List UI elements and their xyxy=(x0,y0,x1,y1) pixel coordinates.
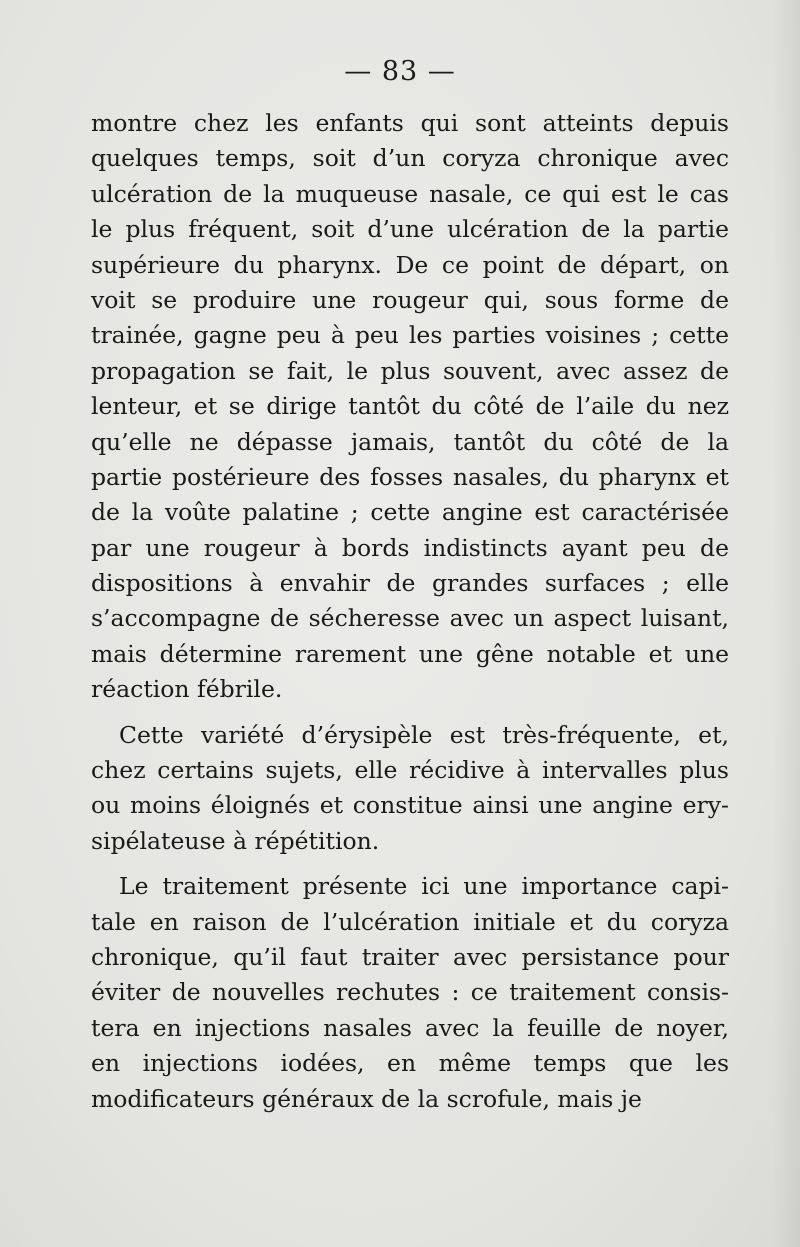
text-line: chez certains sujets, elle récidive à intervalles plus xyxy=(91,756,729,785)
text-line: par une rougeur à bords indistincts ayant peu de xyxy=(91,533,729,562)
text-line: ulcération de la muqueuse nasale, ce qui est le cas xyxy=(91,179,729,208)
text-line: qu’elle ne dépasse jamais, tantôt du côté de la xyxy=(91,427,729,456)
text-line: mais détermine rarement une gêne notable et une xyxy=(91,639,729,668)
text-line: tale en raison de l’ulcération initiale et du coryza xyxy=(91,907,729,936)
text-line: modificateurs généraux de la scrofule, mais je xyxy=(91,1084,642,1113)
text-line: réaction fébrile. xyxy=(91,675,283,704)
paragraph xyxy=(91,869,729,1117)
text-line: dispositions à envahir de grandes surfaces ; elle xyxy=(91,569,729,598)
text-line: sipélateuse à répétition. xyxy=(91,826,380,855)
text-line: montre chez les enfants qui sont atteints depuis xyxy=(91,109,729,137)
text-line: Le traitement présente ici une importance capi- xyxy=(119,872,729,901)
paragraph xyxy=(91,718,729,860)
text-line: chronique, qu’il faut traiter avec persistance pour xyxy=(91,942,729,971)
text-line: tera en injections nasales avec la feuille de noyer, xyxy=(91,1013,729,1042)
text-line: Cette variété d’érysipèle est très-fréquente, et, xyxy=(119,720,729,749)
text-line: supérieure du pharynx. De ce point de départ, on xyxy=(91,250,729,279)
text-line: le plus fréquent, soit d’une ulcération de la partie xyxy=(91,215,729,244)
paragraph xyxy=(91,106,729,708)
page-number: — 83 — xyxy=(344,56,456,87)
paragraph-gap xyxy=(91,708,729,718)
body-text xyxy=(91,106,729,1117)
text-line: propagation se fait, le plus souvent, avec assez de xyxy=(91,356,729,385)
text-line: s’accompagne de sécheresse avec un aspect luisant, xyxy=(91,604,729,633)
text-line: en injections iodées, en même temps que les xyxy=(91,1049,729,1078)
text-line: lenteur, et se dirige tantôt du côté de l’aile du nez xyxy=(91,392,729,421)
text-line: de la voûte palatine ; cette angine est caractérisée xyxy=(91,498,729,527)
text-line: quelques temps, soit d’un coryza chronique avec xyxy=(91,144,729,173)
text-line: ou moins éloignés et constitue ainsi une angine ery- xyxy=(91,791,729,820)
page-edge-shadow xyxy=(772,0,800,1247)
text-line: éviter de nouvelles rechutes : ce traitement consis- xyxy=(91,978,729,1007)
text-line: trainée, gagne peu à peu les parties voisines ; cette xyxy=(91,321,729,350)
paragraph-gap xyxy=(91,859,729,869)
text-line: partie postérieure des fosses nasales, du pharynx et xyxy=(91,462,729,491)
text-line: voit se produire une rougeur qui, sous forme de xyxy=(91,285,729,314)
